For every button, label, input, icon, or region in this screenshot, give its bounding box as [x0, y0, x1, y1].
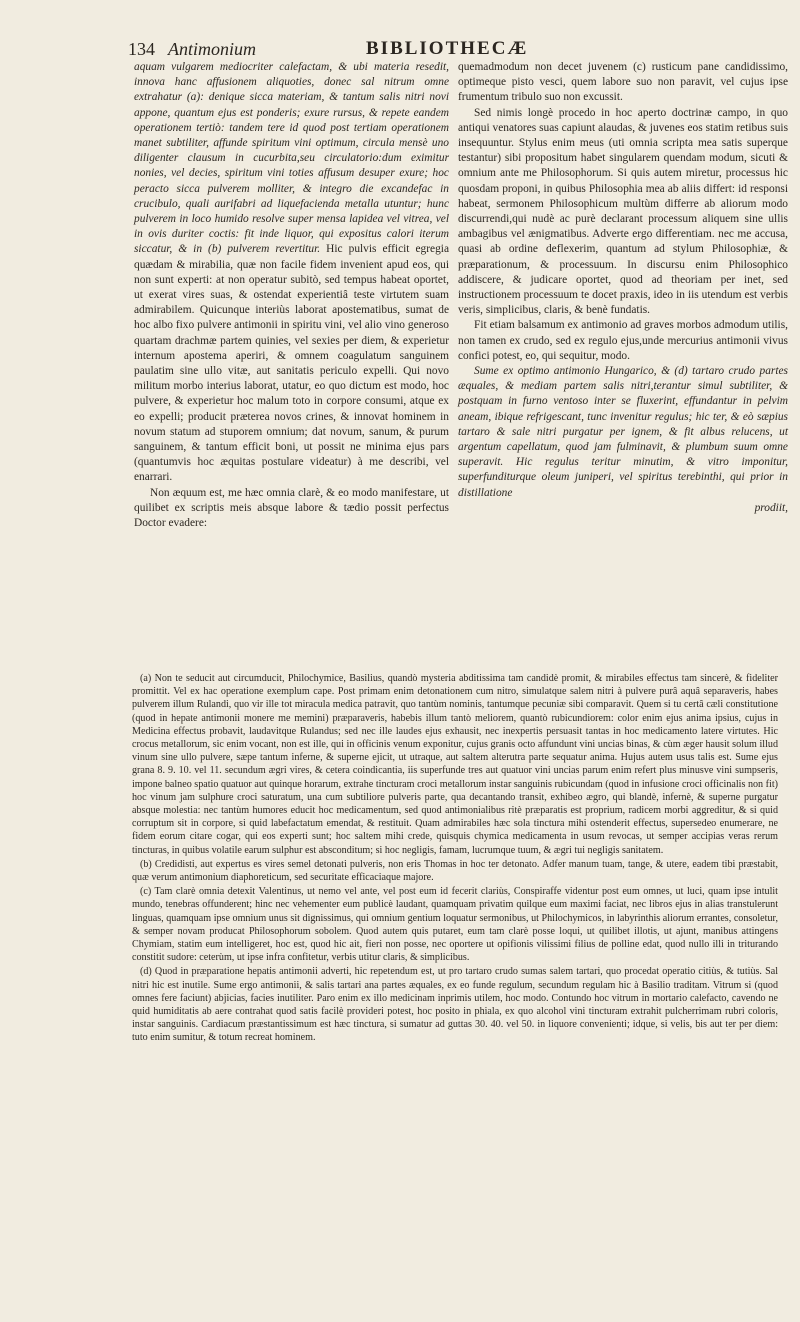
left-paragraph-1-italic: aquam vulgarem mediocriter calefactam, & ubi materia resedit, innova hanc affusionem aliquoties, donec sal nitrum omne extrahatur (a): denique sicca materiam, & tantum salis nitri novi appone, quantum ejus est ponderis; exure rursus, & repete eandem operationem tertiò: tandem tere id quod post tertiam operationem manet subtiliter, affunde spiritum vini optimum, circula mensè uno diligenter clausum in cucurbita,seu circulatorio:dum eximitur nonies, vel decies, spiritum vini toties affusum desuper exure; hoc peracto sicca pulverem molliter, & integro die excandefac in crucibulo, quali aurifabri ad liquefacienda metalla utuntur; hunc pulverem in loco humido resolve super mensa lapidea vel vitrea, vel in ovis duriter coctis: fit inde liquor, qui expositus calori iterum siccatur, & in (b) pulverem revertitur.: [134, 61, 449, 256]
right-paragraph-3: [458, 318, 788, 364]
running-title: Antimonium: [168, 39, 256, 59]
left-paragraph-2: Non æquum est, me hæc omnia clarè, & eo modo manifestare, ut quilibet ex scriptis meis absque labore & tædio possit perfectus Doctor evadere:: [134, 486, 449, 530]
left-paragraph-1-roman: Hic pulvis efficit egregia quædam & mirabilia, quæ non facile fidem invenient apud eos, qui non sunt experti: at non operatur subitò, sed tempus habeat oportet, ut exerat vires suas, & ostendat experientiâ teste virtutem suam admirabilem. Quicunque interiùs laborat apostematibus, sumat de hoc albo fixo pulvere antimonii in spiritu vini, vel alio vino generoso quartam drachmæ partem quinies, vel sexies per diem, & experietur internum apostema aperiri, & omnem coagulatum sanguinem paulatim sine ullo vitæ, aut sanitatis periculo expelli. Qui novo militum morbo interius laborat, utatur, eo quo dictum est modo, hoc pulvere, & experietur hoc malum toto in corpore consumi, atque ex eo expelli; producit præterea novos crines, & innovat hominem in novum statum ad stuporem omnium; dat novum, sanum, & purum sanguinem, & tantum efficit boni, ut possit ne minima ejus pars (quantumvis hoc æquitas postulare videatur) à me describi, vel enarrari.: [134, 243, 450, 484]
footnote-c: (c) Tam clarè omnia detexit Valentinus, ut nemo vel ante, vel post eum id fecerit clariùs, Conspiraffe videntur post eum omnes, ut luci, quam ipse intulit mundo, tenebras offunderent; hinc nec vehementer eum publicè laudant, quamquam privatim quilque eum maximi faciat, nec libros ejus in alias transtulerunt linguas, quamquam ipse omnium unus sit dignissimus, qui omnium gentium loquatur sermonibus, ut Philochymicos, in labyrinthis aliorum errantes, consoletur, & semper novam producat Philosophorum sobolem. Quod autem quis putaret, eum tam clarè posse loqui, ut quilibet illotis, ut ajunt, manibus attingens Chymiam, statim eum intelligeret, hoc est, quod hic ait, fieri non posse, nec oportere ut opifionis vilissimi filius de polline edat, quod nullo illi in triturando constitit sudore: ceterùm, ut ipse infra confitetur, verbis utitur claris, & simplicibus.: [132, 886, 778, 964]
right-column-catchword: prodiit,: [754, 501, 788, 514]
footnotes: [132, 672, 778, 1046]
footnote-a: (a) Non te seducit aut circumducit, Philochymice, Basilius, quandò mysteria abditissima tam candidè promit, & mirabiles effectus tam sincerè, & fideliter promittit. Vel ex hac operatione exemplum cape. Post primam enim detonationem cum nitro, simulatque salem nitri à pulvere purâ aquâ separaveris, habes pulverem illum Rulandi, quo vir ille tot miracula medica patravit, quo tantùm nominis, tantumque pecuniæ sibi comparavit. Quem si tu certâ cæli constitutione (quod in hepate antimonii monere me memini) præparaveris, habebis illum tantò meliorem, quantò rubicundiorem: color enim ejus anima ipsius, cujus in Medicina effectus probavit, laudavitque Rulandus; sed nec ille laudes ejus exhausit, nec inexpertis persuasit tantas in hoc medicamento latere virtutes. Hic crocus metallorum, sic enim vocant, non est ille, qui in officinis venum exponitur, cujus granis octo affundunt vini uncias binas, & cùm æger hausit solum illud vinum sine ullo pulvere, sæpe tantum inferne, & superne ejicit, ut utraque, aut saltem alterutra parte sequatur anima. Hujus autem usus talis est. Sume ejus grana 8. 9. 10. vel 11. secundum ægri vires, & cetera coindicantia, iis superfunde tres aut quatuor vini uncias parum enim refert plus minusve vini sumpseris, impone balneo spatio quatuor aut quinque horarum, extrahe tincturam croci metallorum instar sanguinis rubicundam (quod in infusione croci officinalis non fit) hoc vinum jam sulphure croci saturatum, una cum subtiliore pulveris parte, qua decantando transit, exhibeo ægro, qui blandè, infernè, & superne purgatur absque molestia: nec tantùm humores educit hoc medicamentum, sed quod antimonialibus ritè præparatis est proprium, radicem morbi aggreditur, & si quid corruptum sit in corpore, si quid labefactatum emendat, & restituit. Quam admirabiles hæc sola tinctura mihi ostenderit effectus, supersedeo enumerare, ne fidem eorum citare cogar, qui eos experti sunt; hoc saltem mihi crede, quisquis chymica medicamenta in usum revocas, ut semper accipias veras rerum tincturas, in quibus volatile earum sulphur est absconditum; si hoc negligis, famam, lucrumque tuum, & ægri tui negligis sanitatem.: [132, 673, 778, 856]
page-header: [128, 36, 766, 62]
footnote-d: (d) Quod in præparatione hepatis antimonii adverti, hic repetendum est, ut pro tartaro crudo sumas salem tartari, quo procedat operatio citiùs, & tutiùs. Sal nitri hic est inutile. Sume ergo antimonii, & salis tartari ana partes æquales, ex eo funde regulum, secundum regulam hic à Basilio traditam. Vitrum si (quod omnes fere faciunt) abjicias, facies inutiliter. Paro enim ex illo medicinam inprimis utilem, hoc modo. Contundo hoc vitrum in mortario calefacto, cavendo ne quid humiditatis ab aere contrahat quod satis facilè provideri potest, hoc posito in phiala, ex quo alcohol vini tincturam extrahit pulcherrimam rubri coloris, instar sanguinis. Cardiacum præstantissimum est hæc tinctura, si sumatur ad guttas 30. 40. vel 50. in liquore convenienti; idque, si velis, bis aut ter per diem: tuto enim sumitur, & totum recreat hominem.: [132, 966, 778, 1044]
left-paragraph-1: [134, 60, 449, 486]
left-column: [134, 60, 449, 531]
right-paragraph-3-roman: Fit etiam balsamum ex antimonio ad graves morbos admodum utilis, non tamen ex crudo, sed ex regulo ejus,unde mercurius antimonii vivus confici potest, eo, qui sequitur, modo.: [458, 319, 788, 362]
page-title: BIBLIOTHECÆ: [366, 38, 529, 59]
right-column: [458, 60, 788, 516]
right-paragraph-1: quemadmodum non decet juvenem (c) rusticum pane candidissimo, optimeque pisto vesci, quem labore suo non paravit, vel cujus ipse frumentum tribulo suo non excussit.: [458, 61, 788, 104]
right-paragraph-2: Sed nimis longè procedo in hoc aperto doctrinæ campo, in quo antiqui venatores suas capiunt alaudas, & juvenes eos statim retibus suis insequuntur. Stylus enim meus (uti omnia scripta mea satis superque testantur) sibi propositum habet singularem quendam modum, sicuti & omnium ante me Philosophorum. Si quis autem miretur, processus hic quosdam proponi, in quibus Philosophia mea ab aliis differt: id responsi habeat, sermonem Philosophicum multùm differre ab aliorum modo discurrendi,qui nudè ac purè declarant processum aliquem sine ullis ambagibus vel ænigmatibus. Adverte ergo differentiam. nec me accusa, quasi ab ordine deflexerim, quantum ad stylum Philosophiæ, & præparationum, & processuum. In discursu enim Philosophico addiscere, & judicare oportet, quod ad theoriam per inet, sed instructionem processuum te docet praxis, ideo in iis utendum est verbis veris, simplicibus, claris, & benè fundatis.: [458, 106, 788, 317]
footnote-b: (b) Credidisti, aut expertus es vires semel detonati pulveris, non eris Thomas in hoc ter detonato. Adfer manum tuam, tange, & utere, eadem tibi præstabit, quæ verum antimonium diaphoreticum, sed securitate efficaciaque majore.: [132, 858, 778, 884]
page-number: 134: [128, 39, 155, 59]
right-paragraph-4: Sume ex optimo antimonio Hungarico, & (d) tartaro crudo partes æquales, & mediam partem salis nitri,terantur simul subtiliter, & postquam in furno ventoso inter se fluxerint, effundantur in pelvim aneam, ibique refrigescant, tunc invenitur regulus; hic ter, & eò sæpius tartaro & sale nitri purgatur per ignem, & fit albus relucens, ut argentum capellatum, quod jam fulminavit, & plumbum suum omne superavit. Hic regulus teritur minutim, & vitro imponitur, superfunditurque oleum juniperi, vel spiritus terebinthi, qui prior in distillatione: [458, 365, 788, 499]
